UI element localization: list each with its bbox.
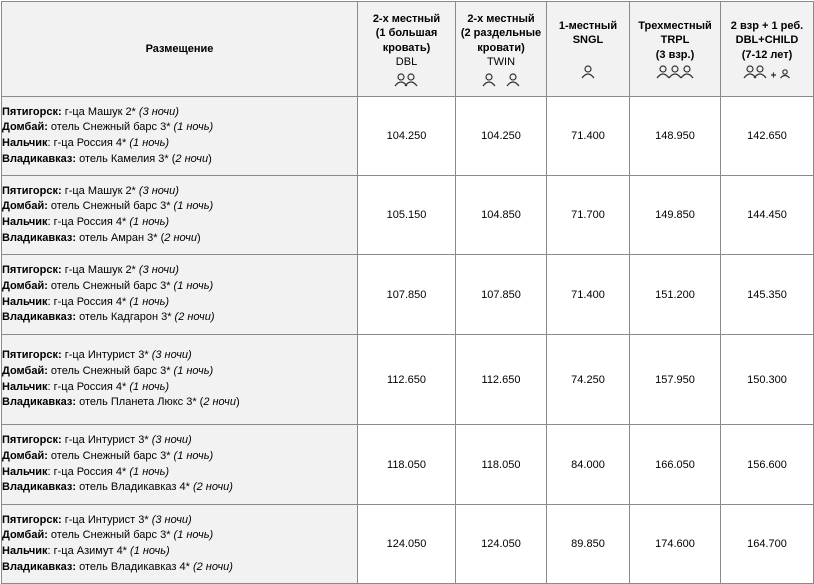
city-name: Домбай: — [2, 121, 48, 134]
nights-count: (3 ночи) — [138, 264, 179, 277]
header-trpl-line2: TRPL — [660, 34, 690, 47]
hotel-name: г-ца Машук 2* — [61, 264, 139, 277]
price-dbl: 118.050 — [358, 425, 456, 505]
placement-line — [2, 279, 357, 295]
hotel-name: г-ца Интурист 3* — [61, 513, 152, 526]
nights-count: (1 ночь) — [130, 545, 170, 557]
city-name: Пятигорск: — [2, 264, 62, 277]
two-adults-plus-child-icon — [743, 65, 791, 79]
header-trpl-line1: Трехместный — [638, 19, 712, 32]
nights-count: (2 ночи) — [192, 481, 233, 494]
price-sngl: 89.850 — [547, 505, 630, 584]
placement-line — [2, 480, 357, 496]
hotel-name: отель Снежный барс 3* — [47, 364, 174, 377]
nights-count: (3 ночи) — [138, 184, 179, 197]
placement-line — [2, 184, 357, 200]
city-name: Пятигорск: — [2, 184, 62, 197]
header-dbl-child-line2: DBL+CHILD — [735, 34, 799, 47]
header-dbl-line1: 2-х местный — [372, 12, 441, 25]
price-trpl: 157.950 — [630, 335, 721, 425]
price-dbl-child: 144.450 — [721, 176, 814, 255]
price-twin: 118.050 — [456, 425, 547, 505]
placement-cell — [2, 255, 358, 335]
city-name: Владикавказ: — [2, 481, 77, 494]
hotel-name: г-ца Машук 2* — [61, 184, 139, 197]
placement-line — [2, 395, 357, 411]
table-row — [2, 505, 814, 584]
nights-count: (1 ночь) — [173, 200, 214, 213]
table-row — [2, 335, 814, 425]
city-name: Владикавказ: — [2, 396, 77, 409]
city-name: Нальчик — [2, 295, 48, 308]
price-twin: 112.650 — [456, 335, 547, 425]
hotel-name: отель Камелия 3* ( — [76, 152, 176, 165]
placement-line — [2, 348, 357, 364]
nights-count: (3 ночи) — [151, 513, 192, 526]
price-dbl: 124.050 — [358, 505, 456, 584]
hotel-name: отель Владикавказ 4* — [76, 560, 193, 573]
placement-line — [2, 513, 357, 529]
hotel-name: : г-ца Россия 4* — [47, 137, 130, 149]
nights-count: (2 ночи) — [174, 311, 215, 324]
nights-tail: ) — [208, 152, 212, 165]
city-name: Владикавказ: — [2, 152, 77, 165]
nights-count: (3 ночи) — [138, 105, 179, 118]
hotel-name: г-ца Интурист 3* — [61, 349, 152, 362]
price-sngl: 71.700 — [547, 176, 630, 255]
hotel-name: отель Снежный барс 3* — [47, 200, 174, 213]
price-table — [1, 1, 814, 584]
header-sngl-line1: 1-местный — [558, 19, 618, 32]
city-name: Нальчик — [2, 380, 48, 393]
city-name: Пятигорск: — [2, 105, 62, 118]
nights-count: (1 ночь) — [129, 465, 170, 478]
placement-line — [2, 263, 357, 279]
price-dbl-child: 164.700 — [721, 505, 814, 584]
hotel-name: отель Снежный барс 3* — [47, 279, 174, 292]
nights-count: (1 ночь) — [129, 295, 170, 308]
price-trpl: 151.200 — [630, 255, 721, 335]
two-separate-adults-icon — [481, 73, 521, 87]
placement-line — [2, 560, 357, 576]
price-dbl: 107.850 — [358, 255, 456, 335]
nights-count: (1 ночь) — [173, 364, 214, 377]
price-dbl-child: 156.600 — [721, 425, 814, 505]
hotel-name: : г-ца Россия 4* — [47, 216, 130, 228]
city-name: Домбай: — [2, 279, 48, 292]
header-sngl-line3 — [547, 48, 629, 63]
header-twin-line1: 2-х местный — [467, 12, 535, 25]
price-dbl: 104.250 — [358, 97, 456, 176]
header-trpl — [630, 2, 721, 97]
header-dbl-line4: DBL — [395, 56, 418, 68]
nights-count: 2 ночи — [175, 152, 209, 165]
hotel-name: : г-ца Россия 4* — [47, 295, 130, 308]
price-dbl-child: 142.650 — [721, 97, 814, 176]
nights-count: (1 ночь) — [173, 529, 214, 542]
placement-cell — [2, 505, 358, 584]
hotel-name: : г-ца Азимут 4* — [47, 545, 131, 557]
placement-line — [2, 152, 357, 168]
price-dbl-child: 145.350 — [721, 255, 814, 335]
city-name: Домбай: — [2, 529, 48, 542]
hotel-name: отель Кадгарон 3* — [76, 311, 175, 324]
hotel-name: : г-ца Россия 4* — [47, 380, 130, 393]
city-name: Владикавказ: — [2, 311, 77, 324]
city-name: Пятигорск: — [2, 349, 62, 362]
placement-line — [2, 364, 357, 380]
header-trpl-line3: (3 взр.) — [655, 48, 695, 61]
header-twin-line4: TWIN — [486, 56, 516, 68]
nights-tail: ) — [236, 396, 240, 409]
placement-line — [2, 380, 357, 396]
header-dbl-child — [721, 2, 814, 97]
placement-line — [2, 120, 357, 136]
hotel-name: отель Амран 3* ( — [76, 231, 165, 244]
hotel-name: отель Снежный барс 3* — [47, 449, 174, 462]
one-adult-icon — [580, 65, 596, 79]
header-dbl-child-line3: (7-12 лет) — [741, 48, 793, 61]
placement-cell — [2, 425, 358, 505]
placement-cell — [2, 335, 358, 425]
placement-line — [2, 544, 357, 560]
placement-cell — [2, 176, 358, 255]
nights-count: (1 ночь) — [129, 137, 170, 149]
placement-line — [2, 465, 357, 481]
nights-count: (1 ночь) — [173, 121, 214, 134]
nights-count: (3 ночи) — [151, 434, 192, 447]
nights-count: 2 ночи — [164, 231, 197, 244]
city-name: Владикавказ: — [2, 231, 77, 244]
placement-line — [2, 231, 357, 247]
placement-line — [2, 433, 357, 449]
price-sngl: 71.400 — [547, 255, 630, 335]
header-dbl — [358, 2, 456, 97]
placement-line — [2, 199, 357, 215]
nights-count: (1 ночь) — [129, 380, 170, 393]
city-name: Нальчик — [2, 545, 48, 557]
price-twin: 104.250 — [456, 97, 547, 176]
price-trpl: 148.950 — [630, 97, 721, 176]
table-row — [2, 425, 814, 505]
hotel-name: г-ца Интурист 3* — [61, 434, 152, 447]
price-trpl: 149.850 — [630, 176, 721, 255]
hotel-name: отель Снежный барс 3* — [47, 529, 174, 542]
header-twin — [456, 2, 547, 97]
nights-count: (1 ночь) — [173, 279, 214, 292]
table-row — [2, 97, 814, 176]
placement-line — [2, 295, 357, 311]
header-sngl — [547, 2, 630, 97]
table-row — [2, 255, 814, 335]
price-dbl: 112.650 — [358, 335, 456, 425]
price-sngl: 84.000 — [547, 425, 630, 505]
price-sngl: 71.400 — [547, 97, 630, 176]
table-row — [2, 176, 814, 255]
price-twin: 107.850 — [456, 255, 547, 335]
city-name: Пятигорск: — [2, 513, 62, 526]
nights-count: (1 ночь) — [129, 216, 170, 228]
hotel-name: г-ца Машук 2* — [61, 105, 139, 118]
city-name: Нальчик — [2, 465, 48, 478]
price-dbl-child: 150.300 — [721, 335, 814, 425]
header-row — [2, 2, 814, 97]
hotel-name: отель Планета Люкс 3* ( — [76, 396, 204, 409]
nights-tail: ) — [196, 231, 201, 244]
header-sngl-line2: SNGL — [572, 34, 604, 47]
price-twin: 124.050 — [456, 505, 547, 584]
nights-count: 2 ночи — [203, 396, 236, 409]
price-twin: 104.850 — [456, 176, 547, 255]
city-name: Владикавказ: — [2, 560, 77, 573]
placement-line — [2, 215, 357, 231]
placement-header: Размещение — [2, 2, 358, 97]
nights-count: (2 ночи) — [192, 560, 233, 573]
city-name: Домбай: — [2, 364, 48, 377]
placement-line — [2, 105, 357, 121]
city-name: Нальчик — [2, 216, 48, 228]
header-dbl-child-line1: 2 взр + 1 реб. — [730, 19, 804, 32]
two-adults-icon — [393, 73, 421, 87]
price-trpl: 166.050 — [630, 425, 721, 505]
header-dbl-line2: (1 большая — [375, 27, 438, 39]
price-dbl: 105.150 — [358, 176, 456, 255]
placement-line — [2, 528, 357, 544]
three-adults-icon — [656, 65, 694, 79]
hotel-name: отель Снежный барс 3* — [47, 121, 174, 134]
placement-line — [2, 449, 357, 465]
hotel-name: : г-ца Россия 4* — [47, 465, 130, 478]
header-dbl-line3: кровать) — [382, 41, 431, 54]
hotel-name: отель Владикавказ 4* — [76, 481, 193, 494]
nights-count: (3 ночи) — [151, 349, 192, 362]
header-twin-line3: кровати) — [477, 41, 525, 54]
nights-count: (1 ночь) — [173, 449, 214, 462]
city-name: Нальчик — [2, 137, 48, 149]
city-name: Пятигорск: — [2, 434, 62, 447]
placement-line — [2, 136, 357, 152]
city-name: Домбай: — [2, 200, 48, 213]
placement-line — [2, 310, 357, 326]
price-trpl: 174.600 — [630, 505, 721, 584]
header-twin-line2: (2 раздельные — [460, 27, 542, 39]
city-name: Домбай: — [2, 449, 48, 462]
placement-cell — [2, 97, 358, 176]
price-sngl: 74.250 — [547, 335, 630, 425]
